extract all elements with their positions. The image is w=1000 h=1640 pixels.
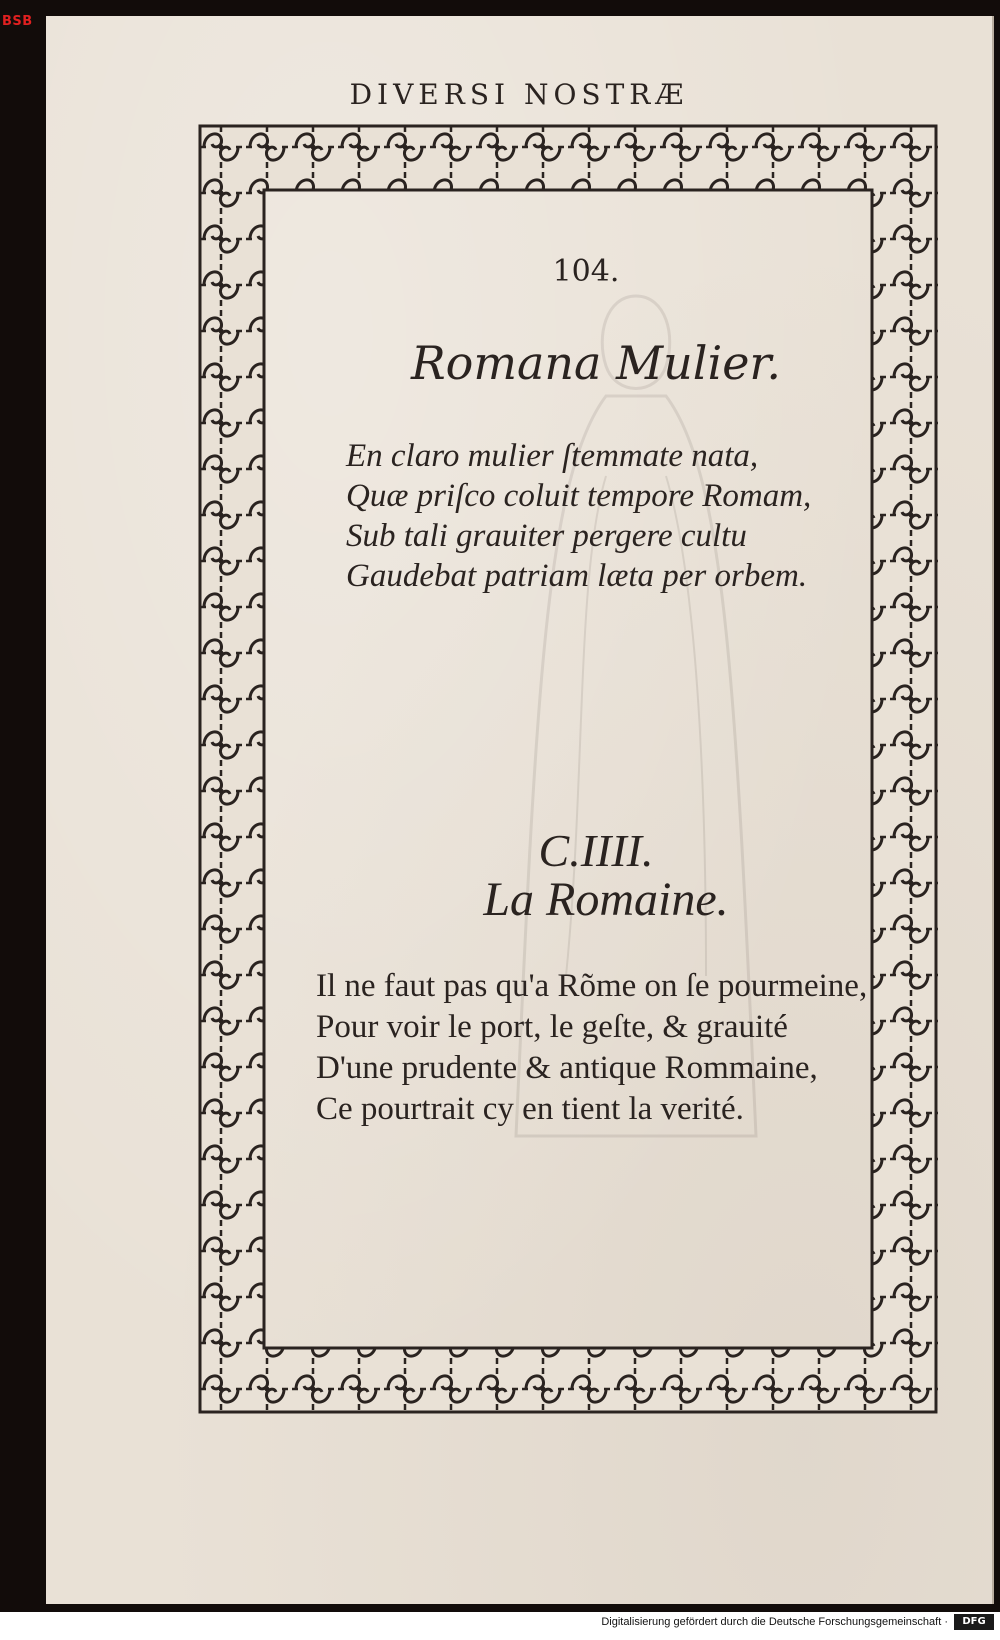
french-verse: [316, 966, 916, 1130]
latin-verse-line: Sub tali grauiter pergere cultu: [346, 518, 747, 554]
running-head: DIVERSI NOSTRÆ: [349, 78, 689, 111]
folio-number: 104.: [552, 254, 620, 289]
latin-title: Romana Mulier.: [411, 336, 781, 390]
french-verse-line: Ce pourtrait cy en tient la verité.: [316, 1091, 744, 1127]
latin-verse: [346, 436, 906, 596]
latin-verse-line: Quæ priſco coluit tempore Romam,: [346, 478, 812, 514]
french-verse-line: Pour voir le port, le geſte, & grauité: [316, 1009, 788, 1045]
french-verse-line: Il ne faut pas qu'a Rõme on ſe pourmeine,: [316, 968, 868, 1004]
french-title: La Romaine.: [483, 873, 729, 926]
ornamental-border: [198, 124, 938, 1414]
plate-number: C.IIII.: [538, 825, 654, 876]
french-verse-line: D'une prudente & antique Rommaine,: [316, 1050, 818, 1086]
digitization-credit: Digitalisierung gefördert durch die Deutsche Forschungsgemeinschaft ·: [601, 1616, 948, 1628]
dfg-logo: DFG: [954, 1614, 994, 1630]
book-page: [46, 16, 994, 1604]
latin-verse-line: Gaudebat patriam læta per orbem.: [346, 558, 808, 594]
latin-verse-line: En claro mulier ſtemmate nata,: [346, 438, 759, 474]
bsb-logo: BSB: [2, 14, 33, 29]
